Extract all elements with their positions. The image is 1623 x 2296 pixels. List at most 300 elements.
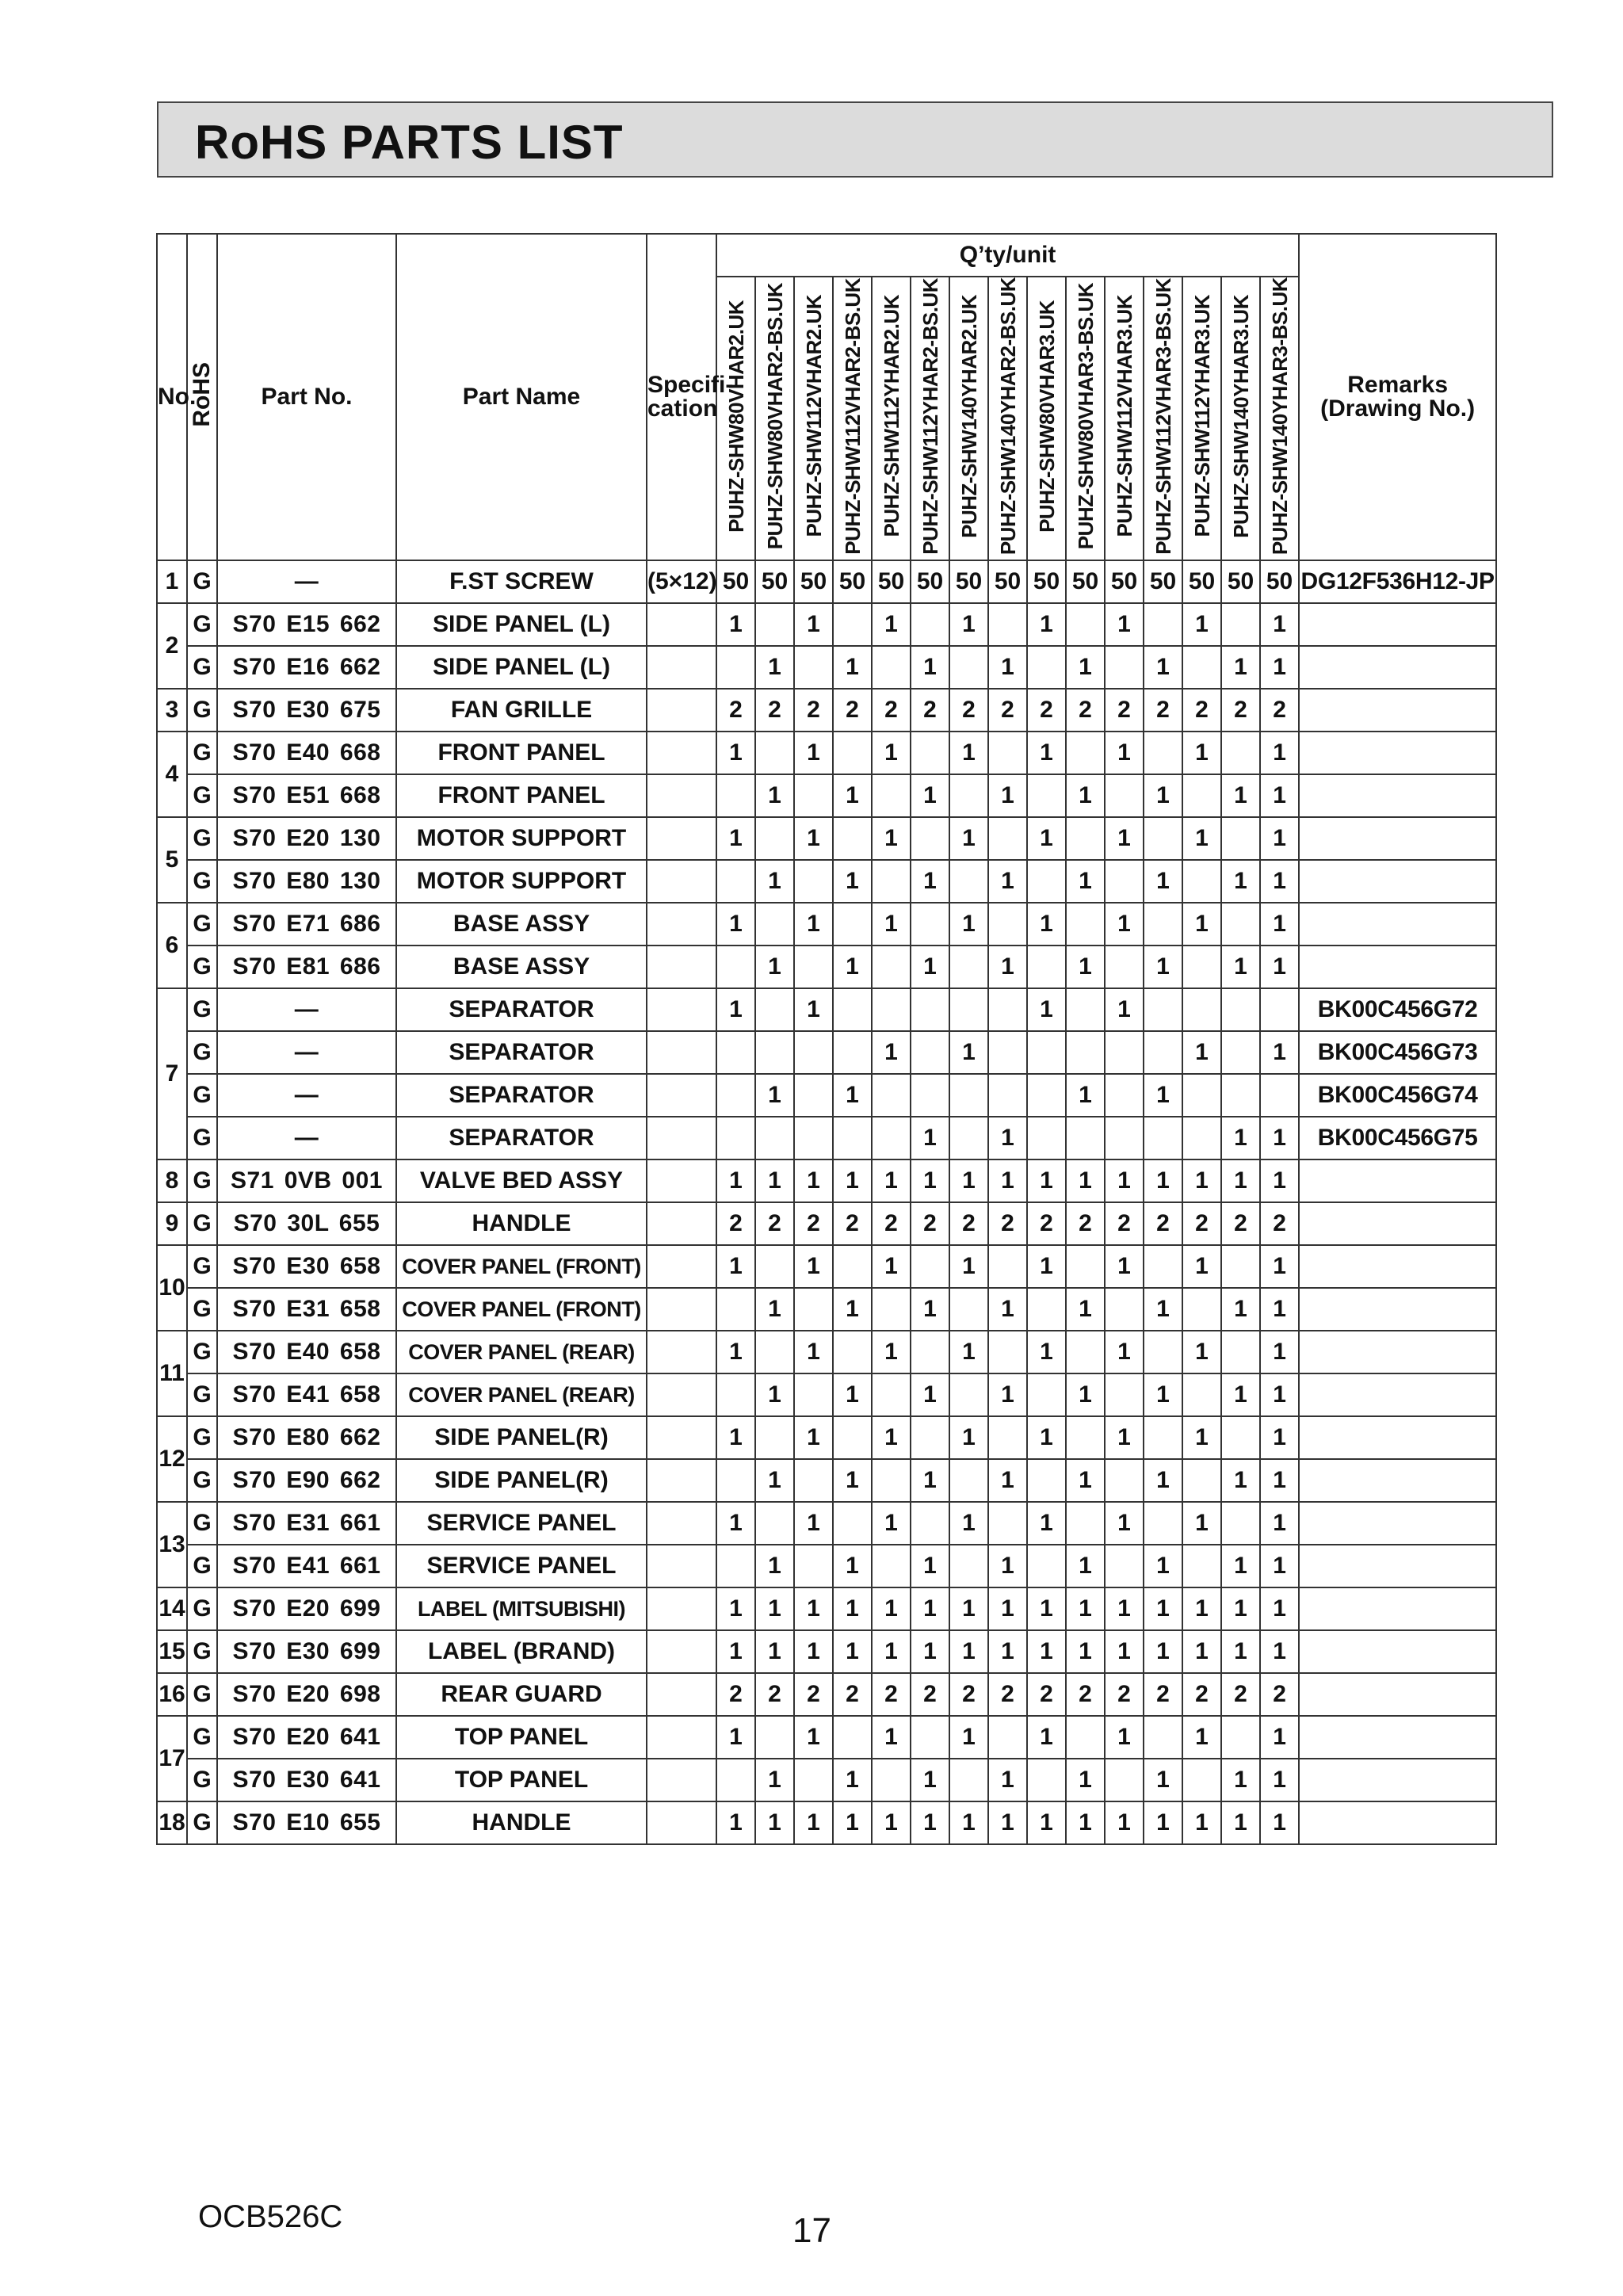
remarks-cell: [1299, 1459, 1496, 1502]
qty-cell: 1: [1066, 946, 1105, 988]
rohs-mark: G: [187, 988, 217, 1031]
qty-cell: 1: [1027, 732, 1066, 774]
qty-cell: 1: [716, 903, 755, 946]
table-row: [157, 946, 1496, 988]
qty-cell: 1: [1105, 1245, 1144, 1288]
part-name: TOP PANEL: [396, 1759, 647, 1801]
qty-cell: [1221, 1031, 1260, 1074]
qty-cell: 1: [1144, 1373, 1182, 1416]
qty-cell: 1: [755, 860, 794, 903]
qty-cell: 50: [1105, 560, 1144, 603]
rohs-mark: G: [187, 1331, 217, 1373]
qty-cell: [1182, 646, 1221, 689]
qty-cell: [911, 603, 949, 646]
qty-cell: [833, 1331, 872, 1373]
qty-cell: 1: [1144, 1288, 1182, 1331]
qty-cell: 2: [755, 689, 794, 732]
qty-cell: 1: [1182, 903, 1221, 946]
qty-cell: [794, 1459, 833, 1502]
part-number: S70 30L 655: [217, 1202, 396, 1245]
qty-cell: 2: [872, 1673, 911, 1716]
qty-cell: 1: [794, 1716, 833, 1759]
qty-cell: 50: [794, 560, 833, 603]
qty-cell: 1: [1066, 1545, 1105, 1587]
qty-cell: 2: [1221, 1202, 1260, 1245]
remarks-cell: BK00C456G75: [1299, 1117, 1496, 1159]
qty-cell: [949, 1117, 988, 1159]
rohs-mark: G: [187, 1587, 217, 1630]
part-name: REAR GUARD: [396, 1673, 647, 1716]
qty-cell: 1: [872, 1502, 911, 1545]
part-name: COVER PANEL (FRONT): [396, 1245, 647, 1288]
specification: (5×12): [647, 560, 716, 603]
model-header: [949, 277, 988, 560]
remarks-cell: [1299, 1373, 1496, 1416]
qty-cell: 50: [1182, 560, 1221, 603]
qty-cell: 1: [1260, 646, 1299, 689]
qty-cell: 50: [949, 560, 988, 603]
rohs-mark: G: [187, 1373, 217, 1416]
model-header: [1027, 277, 1066, 560]
qty-cell: [1105, 1545, 1144, 1587]
qty-cell: [1027, 1288, 1066, 1331]
qty-cell: 2: [872, 1202, 911, 1245]
qty-cell: 1: [988, 774, 1027, 817]
table-header: [157, 234, 1496, 560]
qty-cell: 2: [988, 689, 1027, 732]
part-name: SEPARATOR: [396, 1074, 647, 1117]
qty-cell: 1: [872, 903, 911, 946]
qty-cell: [755, 817, 794, 860]
qty-cell: 50: [1027, 560, 1066, 603]
part-name: LABEL (BRAND): [396, 1630, 647, 1673]
qty-cell: 2: [1027, 1673, 1066, 1716]
qty-cell: 1: [872, 1587, 911, 1630]
qty-cell: [833, 1117, 872, 1159]
qty-cell: 2: [794, 689, 833, 732]
rohs-mark: G: [187, 1502, 217, 1545]
specification: [647, 732, 716, 774]
qty-cell: [1260, 988, 1299, 1031]
qty-cell: 1: [872, 817, 911, 860]
qty-cell: 1: [755, 1159, 794, 1202]
part-name: TOP PANEL: [396, 1716, 647, 1759]
qty-cell: [833, 1245, 872, 1288]
qty-cell: 50: [833, 560, 872, 603]
spec-header-line2: cation: [647, 395, 718, 422]
qty-cell: [1066, 603, 1105, 646]
qty-cell: [833, 732, 872, 774]
qty-cell: 1: [911, 1801, 949, 1844]
qty-cell: 1: [1221, 1801, 1260, 1844]
specification: [647, 1074, 716, 1117]
qty-cell: [872, 1288, 911, 1331]
qty-cell: 1: [1182, 732, 1221, 774]
qty-cell: 1: [833, 1074, 872, 1117]
qty-cell: 1: [1182, 1159, 1221, 1202]
qty-cell: [1027, 1074, 1066, 1117]
qty-cell: [794, 774, 833, 817]
part-number: S70 E31 658: [217, 1288, 396, 1331]
specification: [647, 1159, 716, 1202]
qty-cell: 1: [1066, 646, 1105, 689]
qty-cell: 1: [988, 1587, 1027, 1630]
qty-cell: 1: [911, 1459, 949, 1502]
qty-cell: [1105, 646, 1144, 689]
qty-cell: 1: [949, 732, 988, 774]
specification: [647, 1587, 716, 1630]
qty-cell: [716, 1074, 755, 1117]
qty-cell: [1027, 860, 1066, 903]
qty-cell: [1144, 988, 1182, 1031]
qty-cell: 1: [1144, 1587, 1182, 1630]
qty-cell: 1: [755, 1545, 794, 1587]
rohs-mark: G: [187, 1245, 217, 1288]
qty-cell: [1066, 1245, 1105, 1288]
part-number: S71 0VB 001: [217, 1159, 396, 1202]
rohs-mark: G: [187, 1288, 217, 1331]
qty-cell: [872, 1545, 911, 1587]
rohs-parts-table: [156, 233, 1497, 1845]
qty-cell: [833, 817, 872, 860]
part-number: S70 E20 699: [217, 1587, 396, 1630]
qty-cell: 1: [1105, 903, 1144, 946]
qty-cell: 1: [1260, 1288, 1299, 1331]
item-number: 6: [157, 903, 187, 988]
rohs-mark: G: [187, 1074, 217, 1117]
remarks-cell: [1299, 1202, 1496, 1245]
model-header: [911, 277, 949, 560]
model-header-label: PUHZ-SHW112YHAR3.UK: [1190, 295, 1214, 537]
part-number: S70 E41 658: [217, 1373, 396, 1416]
qty-cell: 1: [911, 1630, 949, 1673]
remarks-cell: [1299, 1502, 1496, 1545]
qty-cell: 1: [949, 1416, 988, 1459]
qty-cell: [1066, 1502, 1105, 1545]
rohs-mark: G: [187, 1459, 217, 1502]
qty-cell: [872, 1074, 911, 1117]
part-number: S70 E80 662: [217, 1416, 396, 1459]
model-header-label: PUHZ-SHW112VHAR3.UK: [1112, 295, 1136, 537]
qty-cell: 1: [1260, 903, 1299, 946]
qty-cell: [1066, 903, 1105, 946]
table-row: [157, 1801, 1496, 1844]
part-number: S70 E31 661: [217, 1502, 396, 1545]
qty-cell: [1144, 1716, 1182, 1759]
qty-cell: 1: [988, 646, 1027, 689]
part-number: S70 E30 641: [217, 1759, 396, 1801]
qty-cell: 1: [872, 1245, 911, 1288]
qty-cell: 1: [1144, 1459, 1182, 1502]
qty-cell: 2: [1027, 689, 1066, 732]
table-row: [157, 1545, 1496, 1587]
rohs-mark: G: [187, 1801, 217, 1844]
rohs-mark: G: [187, 560, 217, 603]
qty-cell: 2: [911, 1202, 949, 1245]
qty-cell: 2: [1105, 1202, 1144, 1245]
rohs-mark: G: [187, 1202, 217, 1245]
part-number: S70 E80 130: [217, 860, 396, 903]
rohs-mark: G: [187, 1416, 217, 1459]
specification: [647, 1630, 716, 1673]
qty-cell: 1: [1221, 1159, 1260, 1202]
qty-cell: [1221, 732, 1260, 774]
qty-cell: 2: [1027, 1202, 1066, 1245]
part-number: S70 E20 130: [217, 817, 396, 860]
spec-header-line1: Specifi-: [647, 372, 734, 399]
qty-cell: 1: [1260, 603, 1299, 646]
specification: [647, 817, 716, 860]
model-header-label: PUHZ-SHW112YHAR2.UK: [879, 295, 903, 537]
specification: [647, 1416, 716, 1459]
qty-cell: 2: [1182, 1202, 1221, 1245]
remarks-cell: [1299, 1673, 1496, 1716]
item-number: 5: [157, 817, 187, 903]
qty-cell: [1027, 1373, 1066, 1416]
qty-cell: 1: [716, 732, 755, 774]
qty-cell: [949, 1074, 988, 1117]
part-name: SIDE PANEL(R): [396, 1459, 647, 1502]
qty-cell: [1027, 1459, 1066, 1502]
qty-cell: 50: [872, 560, 911, 603]
qty-cell: 1: [1182, 817, 1221, 860]
qty-cell: [1105, 1288, 1144, 1331]
qty-cell: [755, 1416, 794, 1459]
qty-cell: 1: [1182, 1031, 1221, 1074]
qty-cell: 1: [1221, 1759, 1260, 1801]
qty-cell: [949, 1459, 988, 1502]
table-row: [157, 1202, 1496, 1245]
qty-cell: 1: [872, 1716, 911, 1759]
part-name: FRONT PANEL: [396, 774, 647, 817]
rohs-mark: G: [187, 689, 217, 732]
qty-cell: 2: [949, 1673, 988, 1716]
qty-cell: [872, 860, 911, 903]
qty-cell: 2: [1144, 1673, 1182, 1716]
rohs-mark: G: [187, 1159, 217, 1202]
specification: [647, 1759, 716, 1801]
remarks-cell: [1299, 1159, 1496, 1202]
qty-cell: [1105, 946, 1144, 988]
qty-cell: [1221, 1245, 1260, 1288]
specification: [647, 988, 716, 1031]
qty-cell: 1: [872, 1801, 911, 1844]
qty-cell: 1: [1144, 946, 1182, 988]
qty-cell: [872, 1373, 911, 1416]
item-number: 11: [157, 1331, 187, 1416]
col-header-part-no: Part No.: [217, 234, 396, 560]
table-row: [157, 1502, 1496, 1545]
remarks-cell: [1299, 1759, 1496, 1801]
qty-cell: [1105, 1373, 1144, 1416]
qty-cell: 1: [833, 1373, 872, 1416]
table-row: [157, 1074, 1496, 1117]
qty-cell: [1144, 1245, 1182, 1288]
rohs-mark: G: [187, 1545, 217, 1587]
qty-cell: 1: [872, 1331, 911, 1373]
qty-cell: 1: [1066, 1373, 1105, 1416]
model-header-label: PUHZ-SHW112YHAR2-BS.UK: [918, 277, 942, 555]
qty-cell: 1: [1221, 1288, 1260, 1331]
qty-cell: 2: [1066, 1202, 1105, 1245]
remarks-cell: [1299, 1416, 1496, 1459]
model-header-label: PUHZ-SHW140YHAR3.UK: [1228, 294, 1253, 538]
qty-cell: 1: [1260, 1545, 1299, 1587]
qty-cell: [755, 1502, 794, 1545]
qty-cell: 1: [1066, 1074, 1105, 1117]
qty-cell: 1: [716, 1801, 755, 1844]
qty-cell: 1: [1105, 817, 1144, 860]
qty-cell: 1: [1027, 817, 1066, 860]
qty-cell: 2: [1221, 689, 1260, 732]
qty-cell: [833, 603, 872, 646]
qty-cell: 1: [1221, 946, 1260, 988]
qty-cell: 50: [1221, 560, 1260, 603]
part-number: S70 E90 662: [217, 1459, 396, 1502]
qty-cell: [1221, 1074, 1260, 1117]
rohs-mark: G: [187, 774, 217, 817]
qty-cell: [1027, 1117, 1066, 1159]
remarks-cell: DG12F536H12-JP: [1299, 560, 1496, 603]
rohs-mark: G: [187, 1031, 217, 1074]
qty-cell: [911, 1502, 949, 1545]
part-name: SIDE PANEL (L): [396, 646, 647, 689]
qty-cell: [716, 1459, 755, 1502]
remarks-cell: [1299, 1716, 1496, 1759]
qty-cell: [911, 1245, 949, 1288]
qty-cell: 1: [833, 1545, 872, 1587]
qty-cell: 1: [988, 1801, 1027, 1844]
qty-cell: [1260, 1074, 1299, 1117]
qty-cell: [1182, 1759, 1221, 1801]
model-header: [1066, 277, 1105, 560]
remarks-cell: [1299, 1801, 1496, 1844]
qty-cell: 1: [716, 1245, 755, 1288]
model-header-label: PUHZ-SHW112VHAR3-BS.UK: [1151, 277, 1175, 555]
part-name: SERVICE PANEL: [396, 1502, 647, 1545]
qty-cell: [755, 1117, 794, 1159]
qty-cell: 1: [1260, 1759, 1299, 1801]
qty-cell: 1: [1260, 1373, 1299, 1416]
qty-cell: [1105, 774, 1144, 817]
qty-cell: 1: [1260, 860, 1299, 903]
part-name: COVER PANEL (REAR): [396, 1331, 647, 1373]
qty-cell: 1: [911, 1545, 949, 1587]
part-number: —: [217, 560, 396, 603]
part-name: LABEL (MITSUBISHI): [396, 1587, 647, 1630]
qty-cell: 1: [1221, 860, 1260, 903]
qty-cell: 1: [833, 646, 872, 689]
remarks-cell: [1299, 1331, 1496, 1373]
qty-cell: [794, 1373, 833, 1416]
qty-cell: [1105, 1117, 1144, 1159]
qty-cell: 1: [1260, 774, 1299, 817]
qty-cell: 1: [1260, 817, 1299, 860]
item-number: 3: [157, 689, 187, 732]
qty-cell: 1: [833, 860, 872, 903]
rohs-mark: G: [187, 817, 217, 860]
table-row: [157, 1459, 1496, 1502]
remarks-header-line1: Remarks: [1347, 372, 1449, 399]
qty-cell: 1: [911, 1759, 949, 1801]
qty-cell: 1: [1144, 1159, 1182, 1202]
qty-cell: 1: [1144, 1074, 1182, 1117]
model-header: [1260, 277, 1299, 560]
qty-cell: 50: [1066, 560, 1105, 603]
specification: [647, 646, 716, 689]
qty-cell: 1: [1027, 1502, 1066, 1545]
qty-cell: 1: [949, 903, 988, 946]
specification: [647, 1545, 716, 1587]
qty-cell: [716, 946, 755, 988]
item-number: 18: [157, 1801, 187, 1844]
qty-cell: [1066, 1716, 1105, 1759]
qty-cell: [1027, 946, 1066, 988]
qty-cell: 1: [755, 1459, 794, 1502]
qty-cell: 1: [755, 1288, 794, 1331]
qty-cell: [872, 1117, 911, 1159]
qty-cell: 1: [1105, 1159, 1144, 1202]
qty-cell: 1: [1260, 1159, 1299, 1202]
qty-cell: [1182, 1373, 1221, 1416]
part-name: SERVICE PANEL: [396, 1545, 647, 1587]
table-row: [157, 1159, 1496, 1202]
table-row: [157, 1759, 1496, 1801]
qty-cell: 2: [911, 689, 949, 732]
specification: [647, 1716, 716, 1759]
table-row: [157, 774, 1496, 817]
qty-cell: 1: [1221, 1373, 1260, 1416]
qty-cell: 1: [1221, 1117, 1260, 1159]
qty-cell: [833, 1031, 872, 1074]
qty-cell: 1: [716, 1587, 755, 1630]
qty-cell: 2: [1105, 689, 1144, 732]
qty-cell: 1: [949, 1031, 988, 1074]
item-number: 15: [157, 1630, 187, 1673]
qty-cell: [794, 1288, 833, 1331]
qty-cell: 1: [1027, 1630, 1066, 1673]
qty-cell: 1: [794, 1331, 833, 1373]
qty-cell: 1: [949, 1801, 988, 1844]
qty-cell: 1: [1260, 1331, 1299, 1373]
qty-cell: 2: [1144, 689, 1182, 732]
qty-cell: 2: [1260, 689, 1299, 732]
qty-cell: 1: [1144, 860, 1182, 903]
model-header: [1105, 277, 1144, 560]
qty-cell: 2: [1105, 1673, 1144, 1716]
specification: [647, 903, 716, 946]
rohs-mark: G: [187, 1716, 217, 1759]
qty-cell: [755, 603, 794, 646]
qty-cell: 1: [1260, 1245, 1299, 1288]
qty-cell: 1: [1260, 1716, 1299, 1759]
table-row: [157, 1117, 1496, 1159]
part-number: S70 E20 698: [217, 1673, 396, 1716]
part-name: SEPARATOR: [396, 1031, 647, 1074]
item-number: 13: [157, 1502, 187, 1587]
qty-cell: 50: [716, 560, 755, 603]
qty-cell: [1221, 817, 1260, 860]
qty-cell: 1: [988, 1288, 1027, 1331]
model-header-label: PUHZ-SHW112VHAR2.UK: [801, 295, 826, 537]
qty-cell: [949, 1759, 988, 1801]
qty-cell: [988, 1031, 1027, 1074]
qty-cell: [1144, 817, 1182, 860]
qty-cell: [872, 646, 911, 689]
qty-cell: 1: [794, 1801, 833, 1844]
remarks-cell: [1299, 903, 1496, 946]
qty-cell: [1221, 1331, 1260, 1373]
